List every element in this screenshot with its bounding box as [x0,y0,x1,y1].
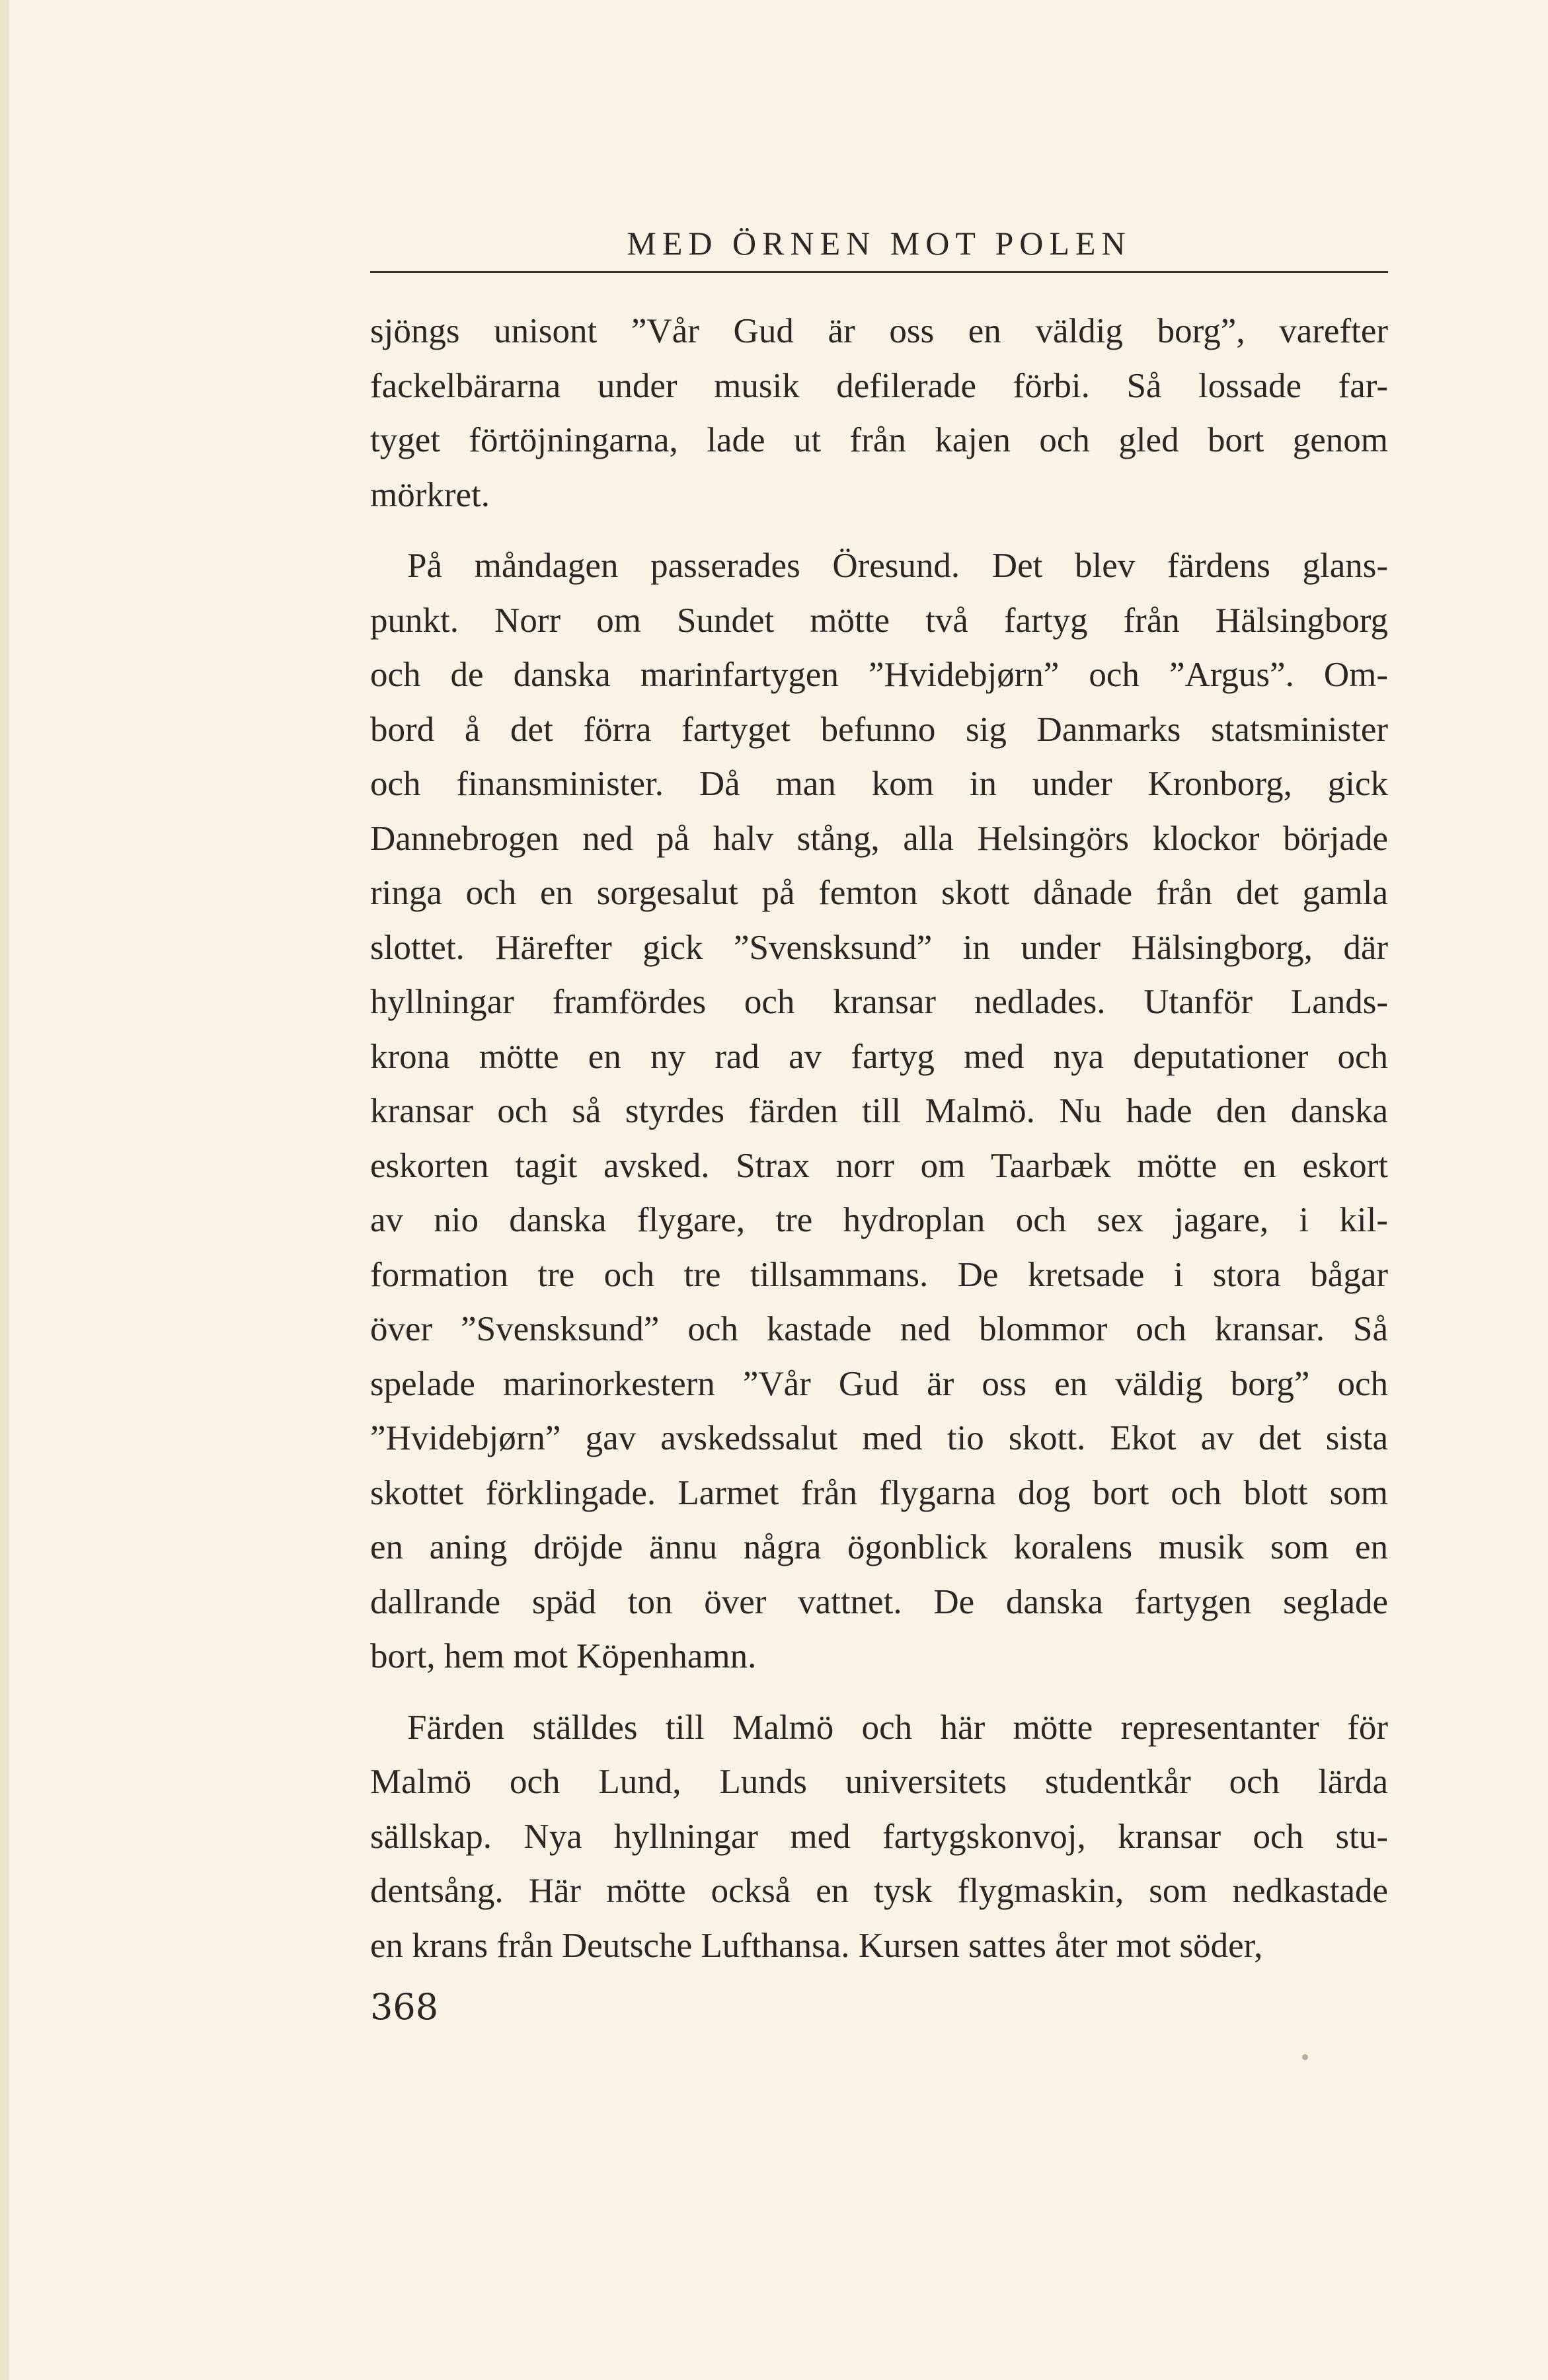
text-line: Dannebrogen ned på halv stång, alla Helsingörs klockor började [370,819,1388,858]
text-line: sjöngs unisont ”Vår Gud är oss en väldig borg”, varefter [370,312,1388,350]
text-line: sällskap. Nya hyllningar med fartygskonvoj, kransar och stu- [370,1817,1388,1856]
text-line: ”Hvidebjørn” gav avskedssalut med tio skott. Ekot av det sista [370,1419,1388,1457]
text-line: Malmö och Lund, Lunds universitets studentkår och lärda [370,1763,1388,1801]
body-text [370,304,1388,1973]
text-line: bort, hem mot Köpenhamn. [370,1637,757,1675]
paragraph [370,1701,1388,1974]
text-line: fackelbärarna under musik defilerade förbi. Så lossade far- [370,366,1388,405]
page-number: 368 [370,1986,439,2028]
paragraph-gap [370,1684,1388,1701]
text-line: skottet förklingade. Larmet från flygarna dog bort och blott som [370,1473,1388,1512]
text-line: dallrande späd ton över vattnet. De danska fartygen seglade [370,1582,1388,1621]
text-line: och finansminister. Då man kom in under Kronborg, gick [370,765,1388,803]
text-line: spelade marinorkestern ”Vår Gud är oss en väldig borg” och [370,1364,1388,1403]
running-head: MED ÖRNEN MOT POLEN [627,225,1132,262]
text-line: På måndagen passerades Öresund. Det blev färdens glans- [407,547,1388,585]
text-line: ringa och en sorgesalut på femton skott dånade från det gamla [370,874,1388,912]
text-line: hyllningar framfördes och kransar nedlades. Utanför Lands- [370,983,1388,1021]
paragraph [370,304,1388,522]
paragraph-gap [370,522,1388,539]
text-line: av nio danska flygare, tre hydroplan och sex jagare, i kil- [370,1201,1388,1239]
text-line: punkt. Norr om Sundet mötte två fartyg från Hälsingborg [370,601,1388,640]
text-line: en aning dröjde ännu några ögonblick koralens musik som en [370,1528,1388,1566]
text-line: slottet. Härefter gick ”Svensksund” in under Hälsingborg, där [370,928,1388,967]
text-line: över ”Svensksund” och kastade ned blommor och kransar. Så [370,1310,1388,1348]
text-line: eskorten tagit avsked. Strax norr om Taarbæk mötte en eskort [370,1146,1388,1185]
text-line: dentsång. Här mötte också en tysk flygmaskin, som nedkastade [370,1872,1388,1910]
text-line: krona mötte en ny rad av fartyg med nya deputationer och [370,1037,1388,1076]
text-line: kransar och så styrdes färden till Malmö. Nu hade den danska [370,1092,1388,1130]
text-line: bord å det förra fartyget befunno sig Danmarks statsminister [370,710,1388,749]
text-line: mörkret. [370,475,490,514]
text-line: formation tre och tre tillsammans. De kretsade i stora bågar [370,1255,1388,1294]
header-rule [370,271,1388,273]
text-line: tyget förtöjningarna, lade ut från kajen och gled bort genom [370,421,1388,459]
text-line: en krans från Deutsche Lufthansa. Kursen sattes åter mot söder, [370,1926,1263,1965]
paragraph [370,539,1388,1684]
text-line: Färden ställdes till Malmö och här mötte representanter för [407,1708,1388,1747]
page-edge-shadow [0,0,9,2380]
paper-speck [1302,2054,1308,2060]
text-line: och de danska marinfartygen ”Hvidebjørn” och ”Argus”. Om- [370,656,1388,694]
